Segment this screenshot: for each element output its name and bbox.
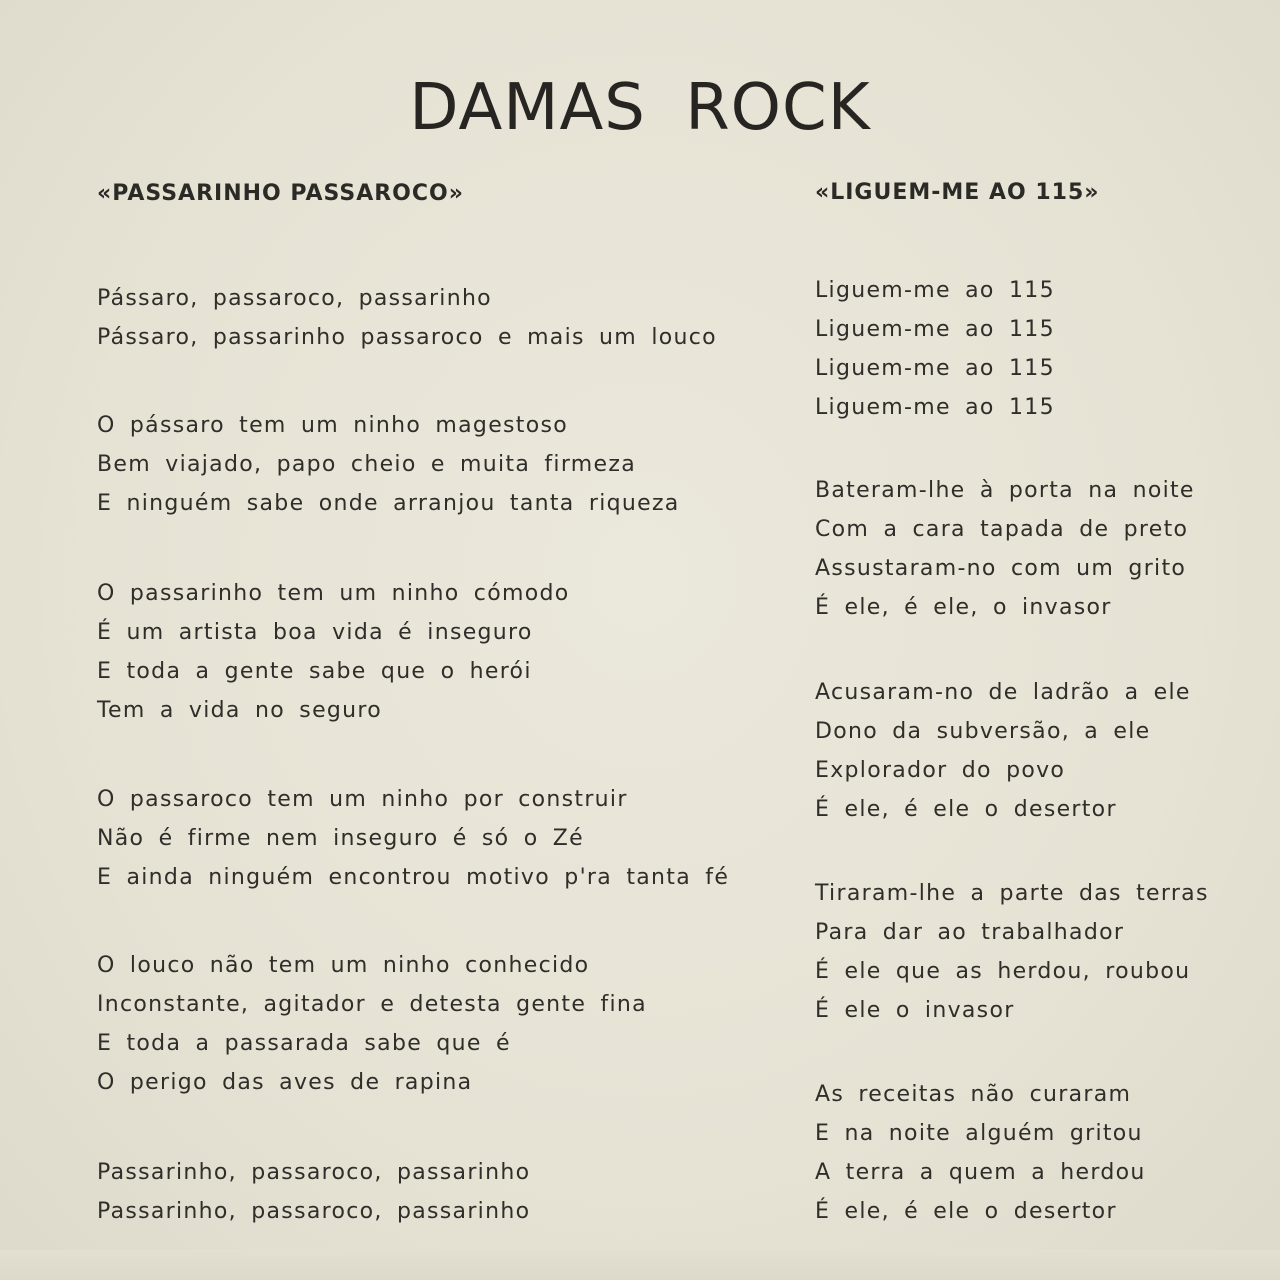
lyric-line: O passarinho tem um ninho cómodo: [97, 581, 570, 606]
stanza: [97, 574, 569, 730]
lyric-line: A terra a quem a herdou: [815, 1160, 1146, 1185]
bottom-edge: [0, 1250, 1280, 1280]
lyric-line: É ele, é ele, o invasor: [815, 595, 1112, 620]
lyric-line: É ele o invasor: [815, 998, 1015, 1023]
lyric-line: É ele que as herdou, roubou: [815, 959, 1191, 984]
lyric-line: Explorador do povo: [815, 758, 1066, 783]
lyric-line: É um artista boa vida é inseguro: [97, 620, 533, 645]
lyric-line: O passaroco tem um ninho por construir: [97, 787, 628, 812]
album-title: DAMAS ROCK: [409, 70, 871, 145]
lyric-line: Pássaro, passarinho passaroco e mais um louco: [97, 325, 717, 350]
stanza: [815, 471, 1195, 627]
lyric-line: E ninguém sabe onde arranjou tanta riqueza: [97, 491, 680, 516]
lyric-line: Dono da subversão, a ele: [815, 719, 1151, 744]
lyric-line: Não é firme nem inseguro é só o Zé: [97, 826, 584, 851]
stanza: [97, 279, 717, 357]
lyric-line: Passarinho, passaroco, passarinho: [97, 1160, 531, 1185]
stanza: [815, 673, 1191, 829]
lyric-line: E ainda ninguém encontrou motivo p'ra tanta fé: [97, 865, 730, 890]
stanza: [97, 1153, 530, 1231]
stanza: [815, 874, 1209, 1030]
song-title: «LIGUEM-ME AO 115»: [815, 180, 1100, 205]
lyric-line: Liguem-me ao 115: [815, 278, 1055, 303]
lyric-line: Tem a vida no seguro: [97, 698, 383, 723]
stanza: [97, 406, 680, 523]
lyric-line: Acusaram-no de ladrão a ele: [815, 680, 1191, 705]
lyric-line: E na noite alguém gritou: [815, 1121, 1143, 1146]
stanza: [815, 271, 1055, 427]
lyric-line: Liguem-me ao 115: [815, 395, 1055, 420]
lyric-line: Pássaro, passaroco, passarinho: [97, 286, 492, 311]
stanza: [815, 1075, 1146, 1231]
lyric-line: Para dar ao trabalhador: [815, 920, 1125, 945]
lyric-line: Tiraram-lhe a parte das terras: [815, 881, 1209, 906]
lyric-line: As receitas não curaram: [815, 1082, 1132, 1107]
lyric-line: O perigo das aves de rapina: [97, 1070, 473, 1095]
lyric-line: É ele, é ele o desertor: [815, 797, 1117, 822]
lyric-line: O louco não tem um ninho conhecido: [97, 953, 590, 978]
lyric-line: O pássaro tem um ninho magestoso: [97, 413, 569, 438]
stanza: [97, 946, 647, 1102]
lyric-line: É ele, é ele o desertor: [815, 1199, 1117, 1224]
lyric-line: E toda a passarada sabe que é: [97, 1031, 511, 1056]
lyric-line: Assustaram-no com um grito: [815, 556, 1187, 581]
lyric-line: Bem viajado, papo cheio e muita firmeza: [97, 452, 636, 477]
lyric-line: Bateram-lhe à porta na noite: [815, 478, 1195, 503]
stanza: [97, 780, 729, 897]
lyric-line: Liguem-me ao 115: [815, 317, 1055, 342]
lyric-line: Passarinho, passaroco, passarinho: [97, 1199, 531, 1224]
lyric-line: Com a cara tapada de preto: [815, 517, 1189, 542]
song-title: «PASSARINHO PASSAROCO»: [97, 181, 464, 206]
lyric-line: Liguem-me ao 115: [815, 356, 1055, 381]
lyric-line: Inconstante, agitador e detesta gente fina: [97, 992, 647, 1017]
lyric-line: E toda a gente sabe que o herói: [97, 659, 532, 684]
